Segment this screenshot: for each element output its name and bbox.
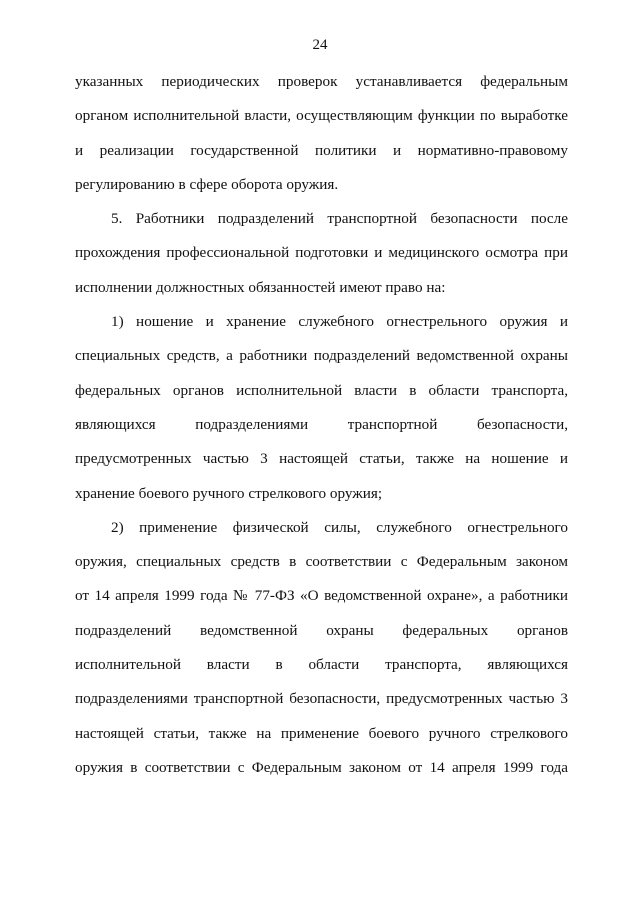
text-line: от 14 апреля 1999 года № 77-ФЗ «О ведомственной охране», а работники bbox=[75, 587, 568, 605]
text-line: настоящей статьи, также на применение боевого ручного стрелкового bbox=[75, 724, 568, 742]
text-line: органом исполнительной власти, осуществляющим функции по выработке bbox=[75, 107, 568, 125]
text-line: регулированию в сфере оборота оружия. bbox=[75, 175, 339, 193]
text-line: специальных средств, а работники подразделений ведомственной охраны bbox=[75, 347, 568, 365]
text-line: и реализации государственной политики и нормативно-правовому bbox=[75, 141, 568, 159]
text-line: исполнительной власти в области транспорта, являющихся bbox=[75, 656, 568, 674]
text-line: 2) применение физической силы, служебного огнестрельного bbox=[111, 518, 568, 536]
text-line: исполнении должностных обязанностей имеют право на: bbox=[75, 278, 446, 296]
text-line: федеральных органов исполнительной власти в области транспорта, bbox=[75, 381, 568, 399]
text-line: оружия, специальных средств в соответствии с Федеральным законом bbox=[75, 553, 568, 571]
text-line: оружия в соответствии с Федеральным законом от 14 апреля 1999 года bbox=[75, 758, 568, 776]
text-line: хранение боевого ручного стрелкового оружия; bbox=[75, 484, 383, 502]
text-line: подразделениями транспортной безопасности, предусмотренных частью 3 bbox=[75, 690, 568, 708]
text-line: подразделений ведомственной охраны федеральных органов bbox=[75, 621, 568, 639]
text-line: предусмотренных частью 3 настоящей статьи, также на ношение и bbox=[75, 450, 568, 468]
text-line: указанных периодических проверок устанавливается федеральным bbox=[75, 73, 568, 90]
text-line: 1) ношение и хранение служебного огнестрельного оружия и bbox=[111, 313, 568, 331]
page-number: 24 bbox=[312, 37, 328, 53]
text-line: являющихся подразделениями транспортной безопасности, bbox=[75, 415, 568, 433]
text-line: 5. Работники подразделений транспортной безопасности после bbox=[111, 210, 568, 228]
text-line: прохождения профессиональной подготовки и медицинского осмотра при bbox=[75, 244, 568, 262]
document-body bbox=[75, 72, 568, 792]
